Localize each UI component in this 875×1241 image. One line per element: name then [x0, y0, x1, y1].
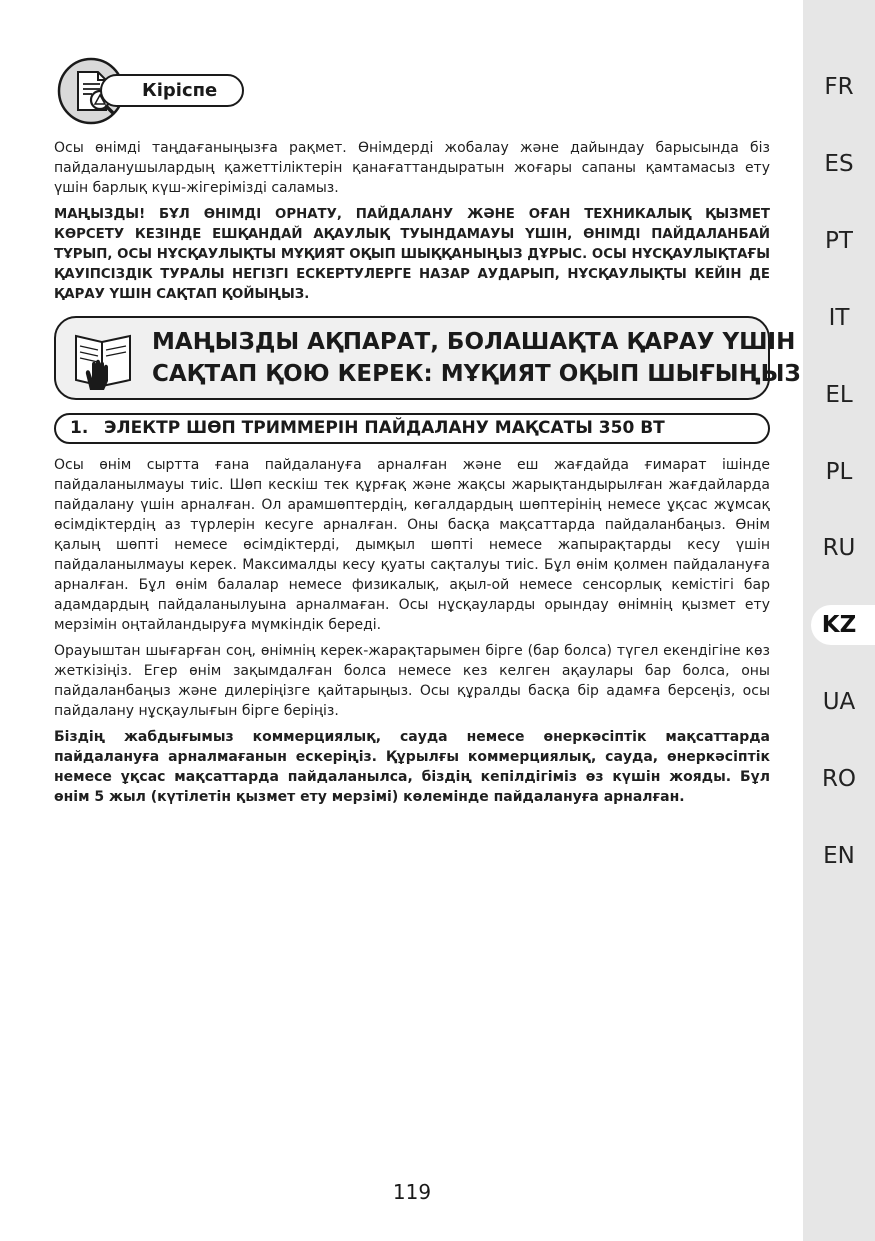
section-title: ЭЛЕКТР ШӨП ТРИММЕРІН ПАЙДАЛАНУ МАҚСАТЫ 350 ВТ	[104, 418, 665, 438]
lang-tab-it[interactable]: IT	[828, 305, 850, 331]
banner-line-1: МАҢЫЗДЫ АҚПАРАТ, БОЛАШАҚТА ҚАРАУ ҮШІН	[152, 329, 796, 355]
intro-warning: МАҢЫЗДЫ! БҰЛ ӨНІМДІ ОРНАТУ, ПАЙДАЛАНУ ЖӘНЕ ОҒАН ТЕХНИКАЛЫҚ ҚЫЗМЕТ КӨРСЕТУ КЕЗІНДЕ ЕШҚАНДАЙ АҚАУЛЫҚ ТУЫНДАМАУЫ ҮШІН, ӨНІМДІ ПАЙДАЛАНБАЙ ТҰРЫП, ОСЫ НҰСҚАУЛЫҚТЫ МҰҚИЯТ ОҚЫП ШЫҚҚАНЫҢЫЗ ДҰРЫС. ОСЫ НҰСҚАУЛЫҚТАҒЫ ҚАУІПСІЗДІК ТУРАЛЫ НЕГІЗГІ ЕСКЕРТУЛЕРГЕ НАЗАР АУДАРЫП, НҰСҚАУЛЫҚТЫ КЕЙІН ДЕ ҚАРАУ ҮШІН САҚТАП ҚОЙЫҢЫЗ.	[54, 207, 770, 302]
intro-paragraph: Осы өнімді таңдағаныңызға рақмет. Өнімдерді жобалау және дайындау барысында біз пайдаланушылардың қажеттіліктерін қанағаттандыратын жоғары сапаны қамтамасыз ету үшін барлық күш-жігерімізді саламыз.	[54, 140, 770, 196]
lang-tab-en[interactable]: EN	[823, 843, 855, 869]
language-sidebar	[803, 0, 875, 1241]
lang-tab-el[interactable]: EL	[825, 382, 853, 408]
lang-tab-ro[interactable]: RO	[821, 766, 857, 792]
banner-line-2: САҚТАП ҚОЮ КЕРЕК: МҰҚИЯТ ОҚЫП ШЫҒЫҢЫЗ	[152, 361, 801, 387]
important-info-banner	[54, 316, 801, 400]
lang-tab-kz[interactable]: KZ	[811, 605, 875, 645]
section-heading	[54, 413, 770, 444]
lang-tab-ua[interactable]: UA	[822, 689, 856, 715]
lang-tab-fr[interactable]: FR	[824, 74, 854, 100]
section-paragraph-1: Осы өнім сыртта ғана пайдалануға арналған және еш жағдайда ғимарат ішінде пайдаланылмауы тиіс. Шөп кескіш тек құрғақ және жақсы жарықтандырылған жағдайларда пайдалану үшін арналған. Ол арамшөптердің, көгалдардың шөптерінің немесе ұқсас жұмсақ өсімдіктердің аз түрлерін кесуге арналған. Оны басқа мақсаттарда пайдаланбаңыз. Өнім қалың шөпті немесе өсімдіктерді, дымқыл шөпті немесе жапырақтарды кесу үшін пайдаланылмауы керек. Максималды кесу қуаты сақталуы тиіс. Бұл өнім қолмен пайдалануға арналған. Бұл өнім балалар немесе физикалық, ақыл-ой немесе сенсорлық кемістігі бар адамдардың пайдаланылуына арналмаған. Осы нұсқауларды орындау өнімнің қызмет ету мерзімін оңтайландыруға мүмкіндік береді.	[54, 457, 770, 633]
section-paragraph-3: Біздің жабдығымыз коммерциялық, сауда немесе өнеркәсіптік мақсаттарда пайдалануға арналмағанын ескеріңіз. Құрылғы коммерциялық, сауда, өнеркәсіптік немесе ұқсас мақсаттарда пайдаланылса, біздің кепілдігіміз өз күшін жояды. Бұл өнім 5 жыл (күтілетін қызмет ету мерзімі) көлемінде пайдалануға арналған.	[54, 729, 770, 805]
section-paragraph-2: Орауыштан шығарған соң, өнімнің керек-жарақтарымен бірге (бар болса) түгел екендігіне көз жеткізіңіз. Егер өнім зақымдалған болса немесе кез келген ақаулары бар болса, оны пайдаланбаңыз және дилеріңізге қайтарыңыз. Осы құралды басқа бір адамға берсеңіз, осы пайдалану нұсқаулығын бірге беріңіз.	[54, 643, 770, 719]
page-number: 119	[392, 1180, 432, 1204]
section-number: 1.	[70, 418, 89, 438]
lang-tab-pl[interactable]: PL	[825, 459, 853, 485]
manual-book-hand-icon	[70, 326, 138, 392]
lang-tab-ru[interactable]: RU	[822, 535, 856, 561]
banner-title	[152, 326, 801, 390]
intro-badge: Кіріспе	[100, 74, 244, 107]
lang-tab-pt[interactable]: PT	[825, 228, 853, 254]
lang-tab-es[interactable]: ES	[824, 151, 854, 177]
